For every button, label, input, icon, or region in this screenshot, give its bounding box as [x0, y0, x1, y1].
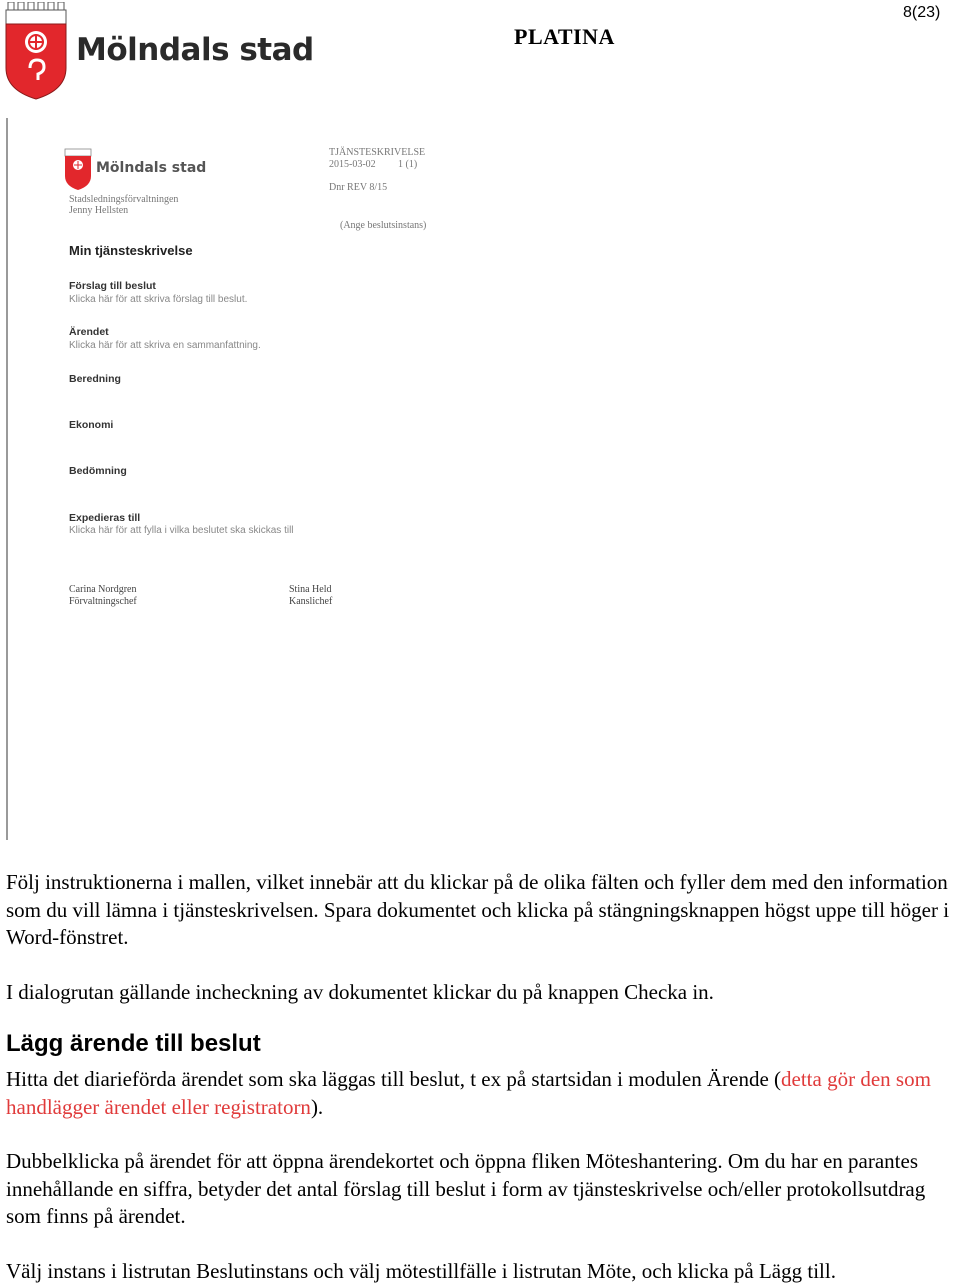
signature-name-1: Carina Nordgren — [69, 584, 137, 595]
section-title-forslag: Förslag till beslut — [69, 280, 156, 292]
instruction-paragraph: Följ instruktionerna i mallen, vilket innebär att du klickar på de olika fälten och fyller dem med den information som du vill lämna i tjänsteskrivelsen. Spara dokumentet och klicka på stängningsknappen högst uppe till höger i Word-fönstret. — [6, 870, 950, 949]
find-case-paragraph — [6, 1066, 960, 1121]
signature-name-2: Stina Held — [289, 584, 332, 595]
section-title-expedieras: Expedieras till — [69, 512, 141, 524]
instance-hint: (Ange beslutsinstans) — [340, 220, 427, 231]
org-name: Stadsledningsförvaltningen — [69, 194, 179, 205]
doc-type: TJÄNSTESKRIVELSE — [329, 147, 426, 158]
mini-brand-name: Mölndals stad — [96, 160, 207, 176]
doc-date: 2015-03-02 — [329, 159, 376, 170]
doc-pages: 1 (1) — [398, 159, 418, 170]
find-case-end: ). — [310, 1094, 324, 1119]
section-title-beredning: Beredning — [69, 373, 121, 385]
molndal-shield-logo — [4, 2, 68, 100]
page-number: 8(23) — [903, 4, 941, 21]
open-case-paragraph: Dubbelklicka på ärendet för att öppna ärendekortet och öppna fliken Möteshantering. Om du har en parantes innehållande en siffra, betyder det antal förslag till beslut i form av tjänsteskrivelse och/eller protokollsutdrag som finns på ärendet. — [6, 1149, 926, 1228]
document-title: PLATINA — [514, 24, 615, 49]
screenshot-border — [6, 118, 8, 840]
template-screenshot — [9, 118, 509, 840]
section-title-arendet: Ärendet — [69, 326, 109, 338]
signature-role-1: Förvaltningschef — [69, 596, 137, 607]
section-title-bedomning: Bedömning — [69, 465, 127, 477]
section-title-ekonomi: Ekonomi — [69, 419, 114, 431]
signature-role-2: Kanslichef — [289, 596, 333, 607]
checkin-paragraph: I dialogrutan gällande incheckning av dokumentet klickar du på knappen Checka in. — [6, 980, 714, 1004]
section-hint-forslag: Klicka här för att skriva förslag till beslut. — [69, 294, 248, 305]
handler-note: detta gör den som handlägger ärendet eller registratorn — [6, 1067, 931, 1119]
doc-dnr: Dnr REV 8/15 — [329, 182, 388, 193]
template-heading: Min tjänsteskrivelse — [69, 243, 193, 258]
brand-name: Mölndals stad — [76, 32, 314, 68]
mini-shield-logo — [64, 148, 92, 190]
section-hint-arendet: Klicka här för att skriva en sammanfattning. — [69, 340, 261, 351]
find-case-text: Hitta det diarieförda ärendet som ska läggas till beslut, t ex på startsidan i modulen Ärende ( — [6, 1067, 782, 1091]
author-name: Jenny Hellsten — [69, 205, 129, 216]
section-heading: Lägg ärende till beslut — [6, 1030, 261, 1057]
section-hint-expedieras: Klicka här för att fylla i vilka beslutet ska skickas till — [69, 525, 294, 536]
select-instance-paragraph: Välj instans i listrutan Beslutinstans och välj mötestillfälle i listrutan Möte, och klicka på Lägg till. — [6, 1259, 836, 1283]
